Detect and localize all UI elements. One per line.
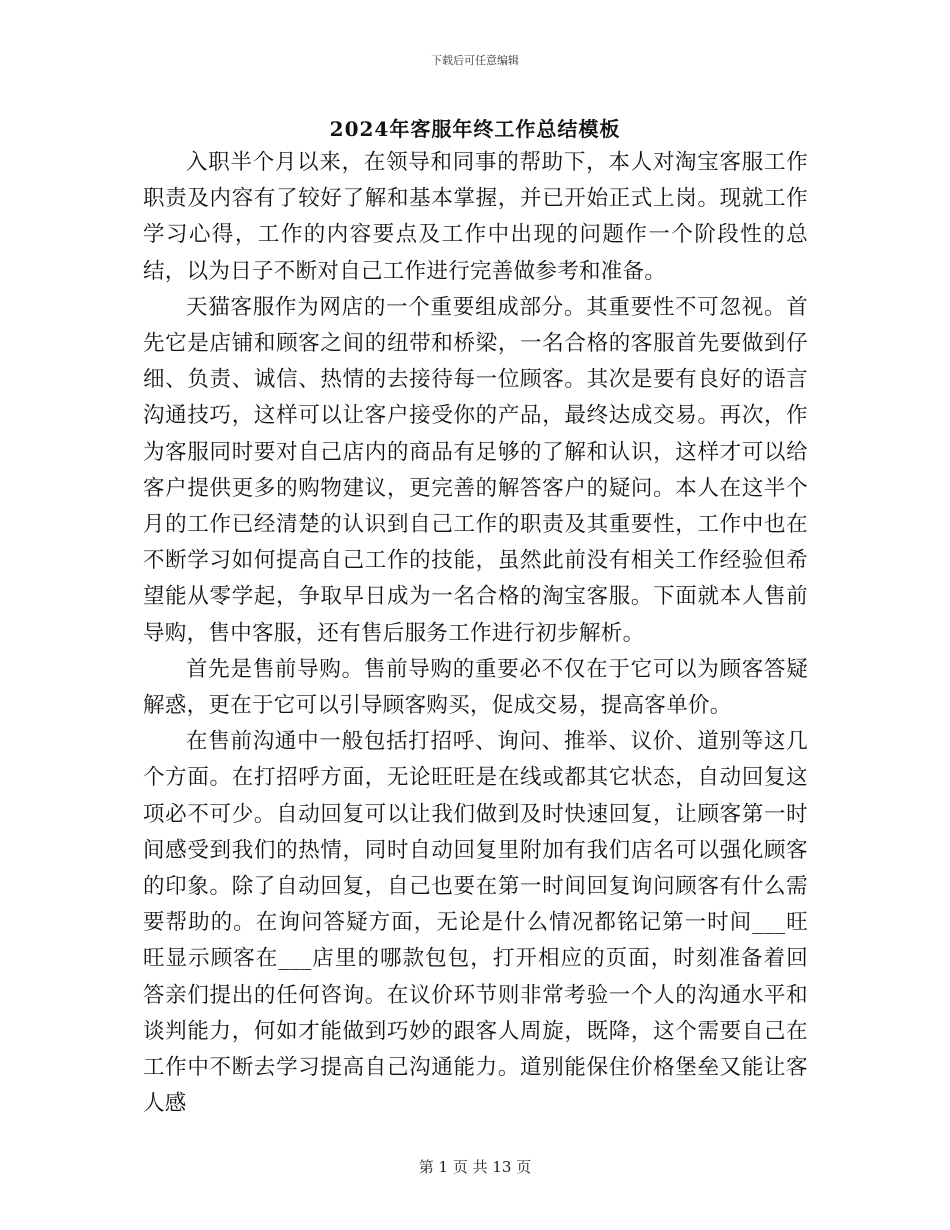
page-number: 第 1 页 共 13 页 xyxy=(418,1158,532,1176)
paragraph-4: 在售前沟通中一般包括打招呼、询问、推举、议价、道别等这几个方面。在打招呼方面，无论旺旺是在线或都其它状态，自动回复这项必不可少。自动回复可以让我们做到及时快速回复，让顾客第一时间感受到我们的热情，同时自动回复里附加有我们店名可以强化顾客的印象。除了自动回复，自己也要在第一时间回复询问顾客有什么需要帮助的。在询问答疑方面，无论是什么情况都铭记第一时间___旺旺显示顾客在___店里的哪款包包，打开相应的页面，时刻准备着回答亲们提出的任何咨询。在议价环节则非常考验一个人的沟通水平和谈判能力，何如才能做到巧妙的跟客人周旋，既降，这个需要自己在工作中不断去学习提高自己沟通能力。道别能保住价格堡垒又能让客人感 xyxy=(143,729,808,1117)
header-note: 下载后可任意编辑 xyxy=(431,54,519,67)
document-title: 2024年客服年终工作总结模板 xyxy=(329,117,621,141)
paragraph-3: 首先是售前导购。售前导购的重要必不仅在于它可以为顾客答疑解惑，更在于它可以引导顾客购买，促成交易，提高客单价。 xyxy=(143,656,808,719)
document-body xyxy=(143,145,808,1122)
paragraph-1: 入职半个月以来，在领导和同事的帮助下，本人对淘宝客服工作职责及内容有了较好了解和基本掌握，并已开始正式上岗。现就工作学习心得，工作的内容要点及工作中出现的问题作一个阶段性的总结，以为日子不断对自己工作进行完善做参考和准备。 xyxy=(143,150,808,284)
paragraph-2: 天猫客服作为网店的一个重要组成部分。其重要性不可忽视。首先它是店铺和顾客之间的纽带和桥梁，一名合格的客服首先要做到仔细、负责、诚信、热情的去接待每一位顾客。其次是要有良好的语言沟通技巧，这样可以让客户接受你的产品，最终达成交易。再次，作为客服同时要对自己店内的商品有足够的了解和认识，这样才可以给客户提供更多的购物建议，更完善的解答客户的疑问。本人在这半个月的工作已经清楚的认识到自己工作的职责及其重要性，工作中也在不断学习如何提高自己工作的技能，虽然此前没有相关工作经验但希望能从零学起，争取早日成为一名合格的淘宝客服。下面就本人售前导购，售中客服，还有售后服务工作进行初步解析。 xyxy=(143,294,808,646)
